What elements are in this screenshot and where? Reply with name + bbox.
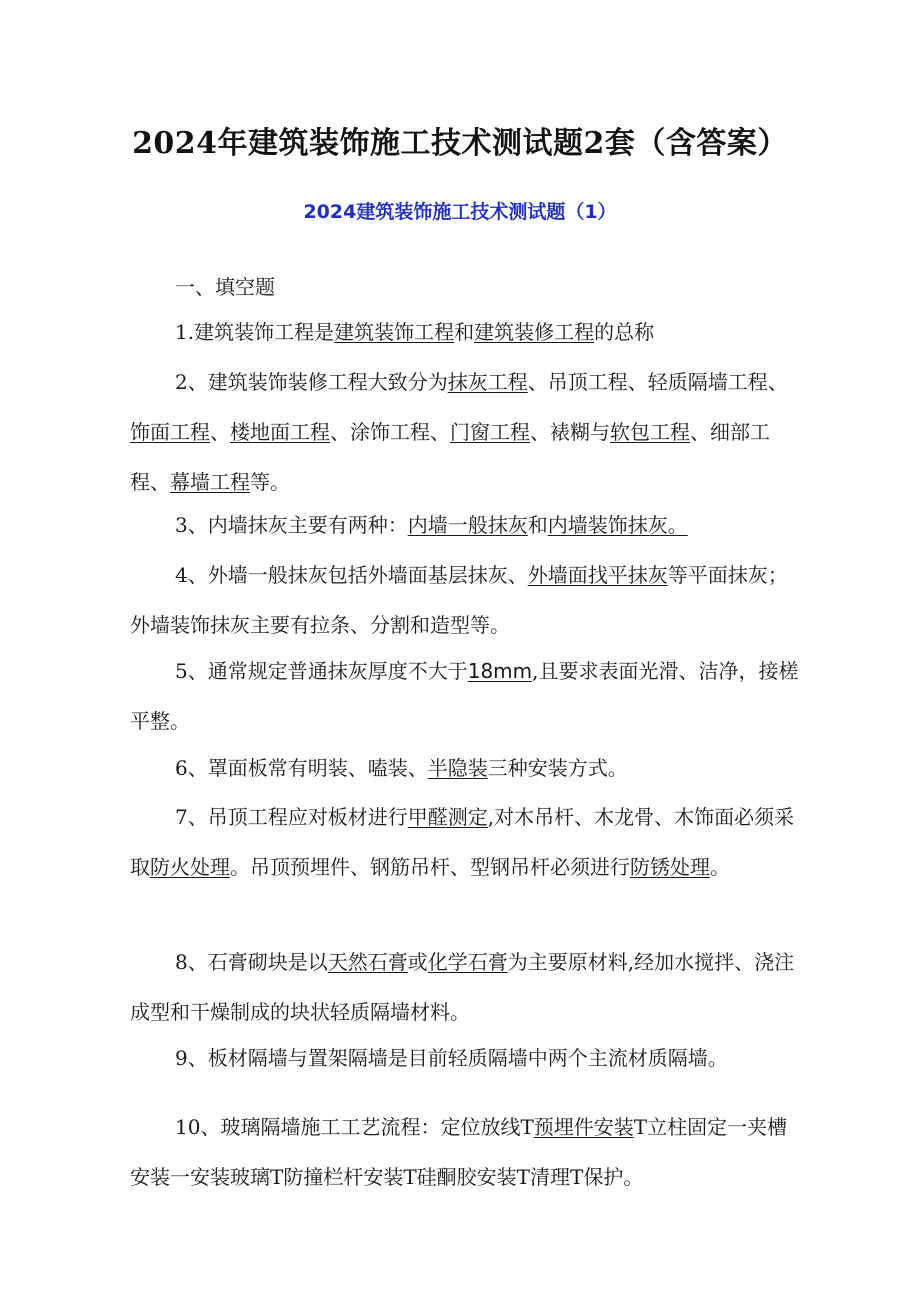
q10-text: T立柱固定一夹槽安装一安装玻璃T防撞栏杆安装T硅酮胶安装T清理T保护。 <box>130 1115 788 1189</box>
q4-text: 等平面抹灰；外墙装饰抹灰主要有拉条、分割和造型等。 <box>130 563 788 637</box>
q2-answer: 幕墙工程 <box>170 470 250 494</box>
q3-answer: 内墙一般抹灰 <box>407 513 528 537</box>
q4-answer: 外墙面找平抹灰 <box>527 563 668 587</box>
q2-answer: 抹灰工程 <box>447 370 528 394</box>
q7-answer: 防火处理 <box>150 855 230 879</box>
q2-text: 、细部工程、 <box>130 420 770 494</box>
q2-text: 、涂饰工程、 <box>330 420 450 444</box>
q1-answer: 建筑装修工程 <box>474 320 595 344</box>
question-8 <box>130 937 800 1037</box>
q8-text: 或 <box>407 950 428 974</box>
document-title: 2024年建筑装饰施工技术测试题2套（含答案） <box>132 126 788 161</box>
q7-text: 。吊顶预埋件、钢筋吊杆、型钢吊杆必须进行 <box>230 855 630 879</box>
q2-answer: 楼地面工程 <box>230 420 330 444</box>
q6-answer: 半隐装 <box>427 756 488 780</box>
q3-answer: 内墙装饰抹灰。 <box>547 513 688 537</box>
document-subtitle: 2024建筑装饰施工技术测试题（1） <box>303 201 617 223</box>
question-3 <box>130 500 800 550</box>
q8-text: 为主要原材料,经加水搅拌、浇注成型和干燥制成的块状轻质隔墙材料。 <box>130 950 795 1024</box>
question-4 <box>130 550 800 650</box>
q5-text: ,且要求表面光滑、洁净，接槎平整。 <box>130 659 799 733</box>
q1-text: 和 <box>454 320 475 344</box>
question-2 <box>130 357 800 507</box>
q7-answer: 甲醛测定 <box>407 805 488 829</box>
question-6 <box>130 743 800 793</box>
q2-text: 2、建筑装饰装修工程大致分为 <box>175 370 448 394</box>
q6-text: 三种安装方式。 <box>487 756 628 780</box>
question-10 <box>130 1102 800 1202</box>
q1-text: 的总称 <box>594 320 655 344</box>
q3-text: 3、内墙抹灰主要有两种： <box>175 513 408 537</box>
q8-answer: 化学石膏 <box>427 950 508 974</box>
q2-answer: 软包工程 <box>610 420 690 444</box>
q6-text: 6、罩面板常有明装、嗑装、 <box>175 756 428 780</box>
q9-text: 9、板材隔墙与置架隔墙是目前轻质隔墙中两个主流材质隔墙。 <box>175 1046 728 1070</box>
q8-answer: 天然石膏 <box>327 950 408 974</box>
q7-text: ,对木吊杆、木龙骨、木饰面必须采取 <box>130 805 795 879</box>
q10-answer: 预埋件安装 <box>533 1115 634 1139</box>
question-1 <box>130 307 800 357</box>
section-heading: 一、填空题 <box>175 275 275 299</box>
q5-text: 5、通常规定普通抹灰厚度不大于 <box>175 659 468 683</box>
q2-answer: 饰面工程 <box>130 420 210 444</box>
q5-answer: 18mm <box>467 659 533 683</box>
q2-text: 、吊顶工程、轻质隔墙工程、 <box>527 370 788 394</box>
q2-text: 、裱糊与 <box>530 420 610 444</box>
q10-text: 10、玻璃隔墙施工工艺流程：定位放线T <box>175 1115 534 1139</box>
question-5 <box>130 646 800 746</box>
q4-text: 4、外墙一般抹灰包括外墙面基层抹灰、 <box>175 563 528 587</box>
question-9 <box>130 1033 800 1083</box>
q7-text: 。 <box>710 855 730 879</box>
q1-answer: 建筑装饰工程 <box>334 320 455 344</box>
q8-text: 8、石膏砌块是以 <box>175 950 328 974</box>
q2-text: 、 <box>210 420 230 444</box>
q7-text: 7、吊顶工程应对板材进行 <box>175 805 408 829</box>
q1-text: 1.建筑装饰工程是 <box>175 320 335 344</box>
question-7 <box>130 792 800 892</box>
q3-text: 和 <box>527 513 548 537</box>
q2-text: 等。 <box>250 470 290 494</box>
q7-answer: 防锈处理 <box>630 855 710 879</box>
q2-answer: 门窗工程 <box>450 420 530 444</box>
